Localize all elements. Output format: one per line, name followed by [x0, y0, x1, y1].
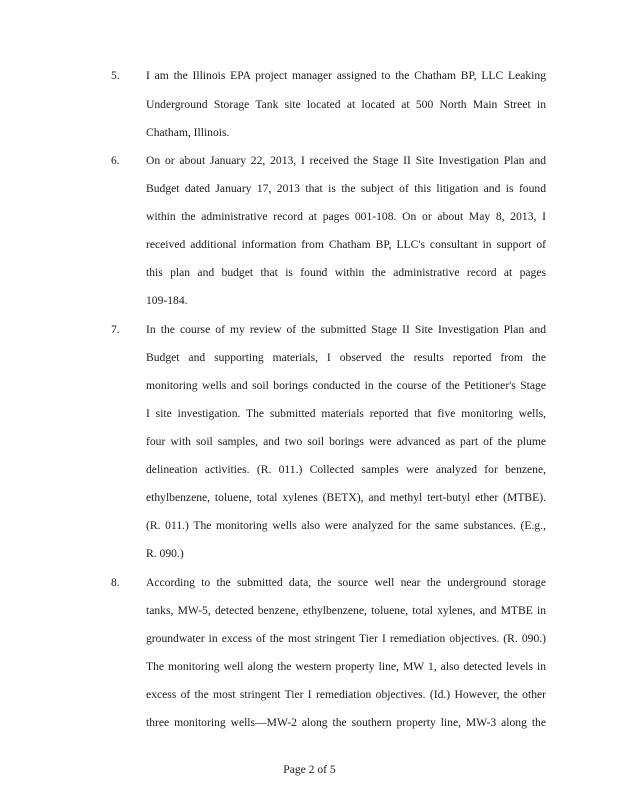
paragraph-line: received additional information from Chatham BP, LLC's consultant in support of: [146, 238, 546, 251]
paragraph-line: tanks, MW-5, detected benzene, ethylbenzene, toluene, total xylenes, and MTBE in: [146, 604, 546, 617]
paragraph-line: On or about January 22, 2013, I received the Stage II Site Investigation Plan and: [146, 154, 546, 167]
paragraph-line: three monitoring wells—MW-2 along the southern property line, MW-3 along the: [146, 716, 546, 729]
paragraph-number: 8.: [111, 576, 120, 589]
paragraph-line: this plan and budget that is found within the administrative record at pages: [146, 266, 546, 279]
page-number-footer: Page 2 of 5: [283, 763, 336, 776]
paragraph-line: four with soil samples, and two soil borings were advanced as part of the plume: [146, 435, 546, 448]
paragraph-line: Budget dated January 17, 2013 that is the subject of this litigation and is found: [146, 182, 546, 195]
paragraph-line: excess of the most stringent Tier I remediation objectives. (Id.) However, the other: [146, 688, 546, 701]
paragraph-line: Budget and supporting materials, I observed the results reported from the: [146, 351, 546, 364]
paragraph-number: 6.: [111, 154, 120, 167]
paragraph-line: within the administrative record at pages 001-108. On or about May 8, 2013, I: [146, 210, 546, 223]
paragraph-line: R. 090.): [146, 547, 184, 560]
paragraph-line: ethylbenzene, toluene, total xylenes (BETX), and methyl tert-butyl ether (MTBE).: [146, 491, 546, 504]
paragraph-line: Chatham, Illinois.: [146, 126, 230, 139]
paragraph-line: I site investigation. The submitted materials reported that five monitoring wells,: [146, 407, 546, 420]
paragraph-line: groundwater in excess of the most stringent Tier I remediation objectives. (R. 090.): [146, 632, 546, 645]
paragraph-line: monitoring wells and soil borings conducted in the course of the Petitioner's Stage: [146, 379, 546, 392]
paragraph-number: 5.: [111, 69, 120, 82]
paragraph-line: (R. 011.) The monitoring wells also were analyzed for the same substances. (E.g.,: [146, 519, 546, 532]
paragraph-number: 7.: [111, 323, 120, 336]
paragraph-line: 109-184.: [146, 294, 188, 307]
paragraph-line: delineation activities. (R. 011.) Collected samples were analyzed for benzene,: [146, 463, 546, 476]
paragraph-line: Underground Storage Tank site located at located at 500 North Main Street in: [146, 98, 546, 111]
paragraph-line: In the course of my review of the submitted Stage II Site Investigation Plan and: [146, 323, 546, 336]
paragraph-line: I am the Illinois EPA project manager assigned to the Chatham BP, LLC Leaking: [146, 69, 546, 82]
paragraph-line: According to the submitted data, the source well near the underground storage: [146, 576, 546, 589]
paragraph-line: The monitoring well along the western property line, MW 1, also detected levels in: [146, 660, 546, 673]
